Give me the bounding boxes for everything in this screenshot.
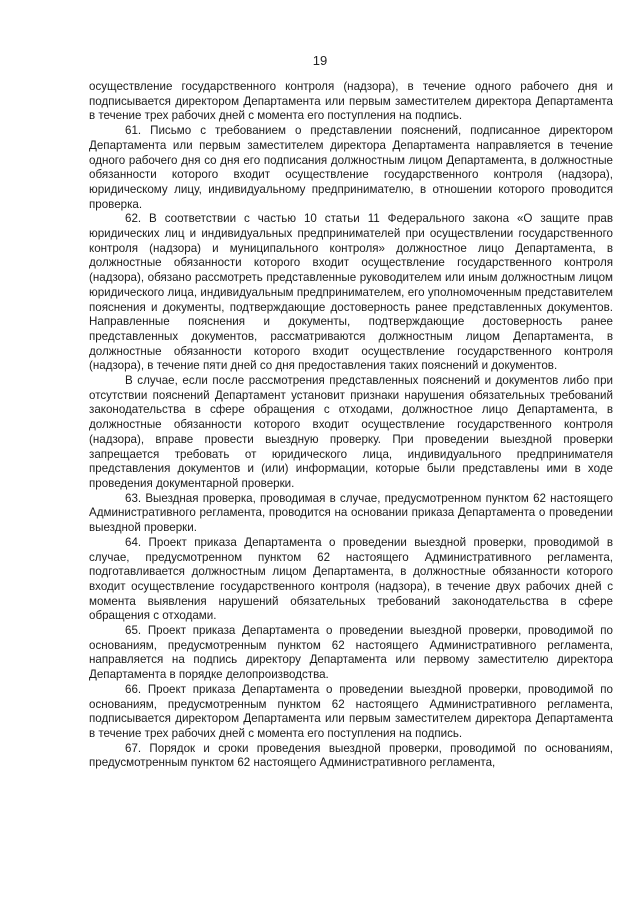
paragraph-62-case: В случае, если после рассмотрения представленных пояснений и документов либо при отсутствии пояснений Департамент установит признаки нарушения обязательных требований законодательства в сфере обращения с отходами, должностное лицо Департамента, в должностные обязанности которого входит осуществление государственного контроля (надзора), вправе провести выездную проверку. При проведении выездной проверки запрещается требовать от юридического лица, индивидуального предпринимателя представления документов и (или) информации, которые были представлены ими в ходе проведения документарной проверки. (89, 374, 613, 490)
paragraph-continuation: осуществление государственного контроля (надзора), в течение одного рабочего дня и подписывается директором Департамента или первым заместителем директора Департамента в течение трех рабочих дней с момента его поступления на подпись. (89, 80, 613, 123)
paragraph-64: 64. Проект приказа Департамента о проведении выездной проверки, проводимой в случае, предусмотренном пунктом 62 настоящего Административного регламента, подготавливается должностным лицом Департамента, в должностные обязанности которого входит осуществление государственного контроля (надзора), в течение двух рабочих дней с момента выявления нарушений обязательных требований законодательства в сфере обращения с отходами. (89, 535, 613, 623)
page-number: 19 (312, 53, 328, 68)
paragraph-62: 62. В соответствии с частью 10 статьи 11 Федерального закона «О защите прав юридических лиц и индивидуальных предпринимателей при осуществлении государственного контроля (надзора) и муниципального контроля» должностное лицо Департамента, в должностные обязанности которого входит осуществление государственного контроля (надзора), обязано рассмотреть представленные руководителем или иным должностным лицом юридического лица, индивидуальным предпринимателем, его уполномоченным представителем пояснения и документы, подтверждающие достоверность ранее представленных документов. Направленные пояснения и документы, подтверждающие достоверность ранее представленных документов, рассматриваются должностным лицом Департамента, в должностные обязанности которого входит осуществление государственного контроля (надзора), в течение пяти дней со дня предоставления таких пояснений и документов. (89, 212, 613, 373)
document-body (89, 80, 613, 771)
paragraph-63: 63. Выездная проверка, проводимая в случае, предусмотренном пунктом 62 настоящего Административного регламента, проводится на основании приказа Департамента о проведении выездной проверки. (89, 491, 613, 535)
paragraph-65: 65. Проект приказа Департамента о проведении выездной проверки, проводимой по основаниям, предусмотренным пунктом 62 настоящего Административного регламента, направляется на подпись директору Департамента или первому заместителю директора Департамента в порядке делопроизводства. (89, 624, 613, 682)
paragraph-61: 61. Письмо с требованием о представлении пояснений, подписанное директором Департамента или первым заместителем директора Департамента направляется в течение одного рабочего дня со дня его подписания должностным лицом Департамента, в должностные обязанности которого входит осуществление государственного контроля (надзора), юридическому лицу, индивидуальному предпринимателю, в отношении которого проводится проверка. (89, 124, 613, 211)
paragraph-66: 66. Проект приказа Департамента о проведении выездной проверки, проводимой по основаниям, предусмотренным пунктом 62 настоящего Административного регламента, подписывается директором Департамента или первым заместителем директора Департамента в течение трех рабочих дней с момента его поступления на подпись. (89, 682, 613, 740)
paragraph-67: 67. Порядок и сроки проведения выездной проверки, проводимой по основаниям, предусмотренным пунктом 62 настоящего Административного регламента, (89, 741, 613, 770)
